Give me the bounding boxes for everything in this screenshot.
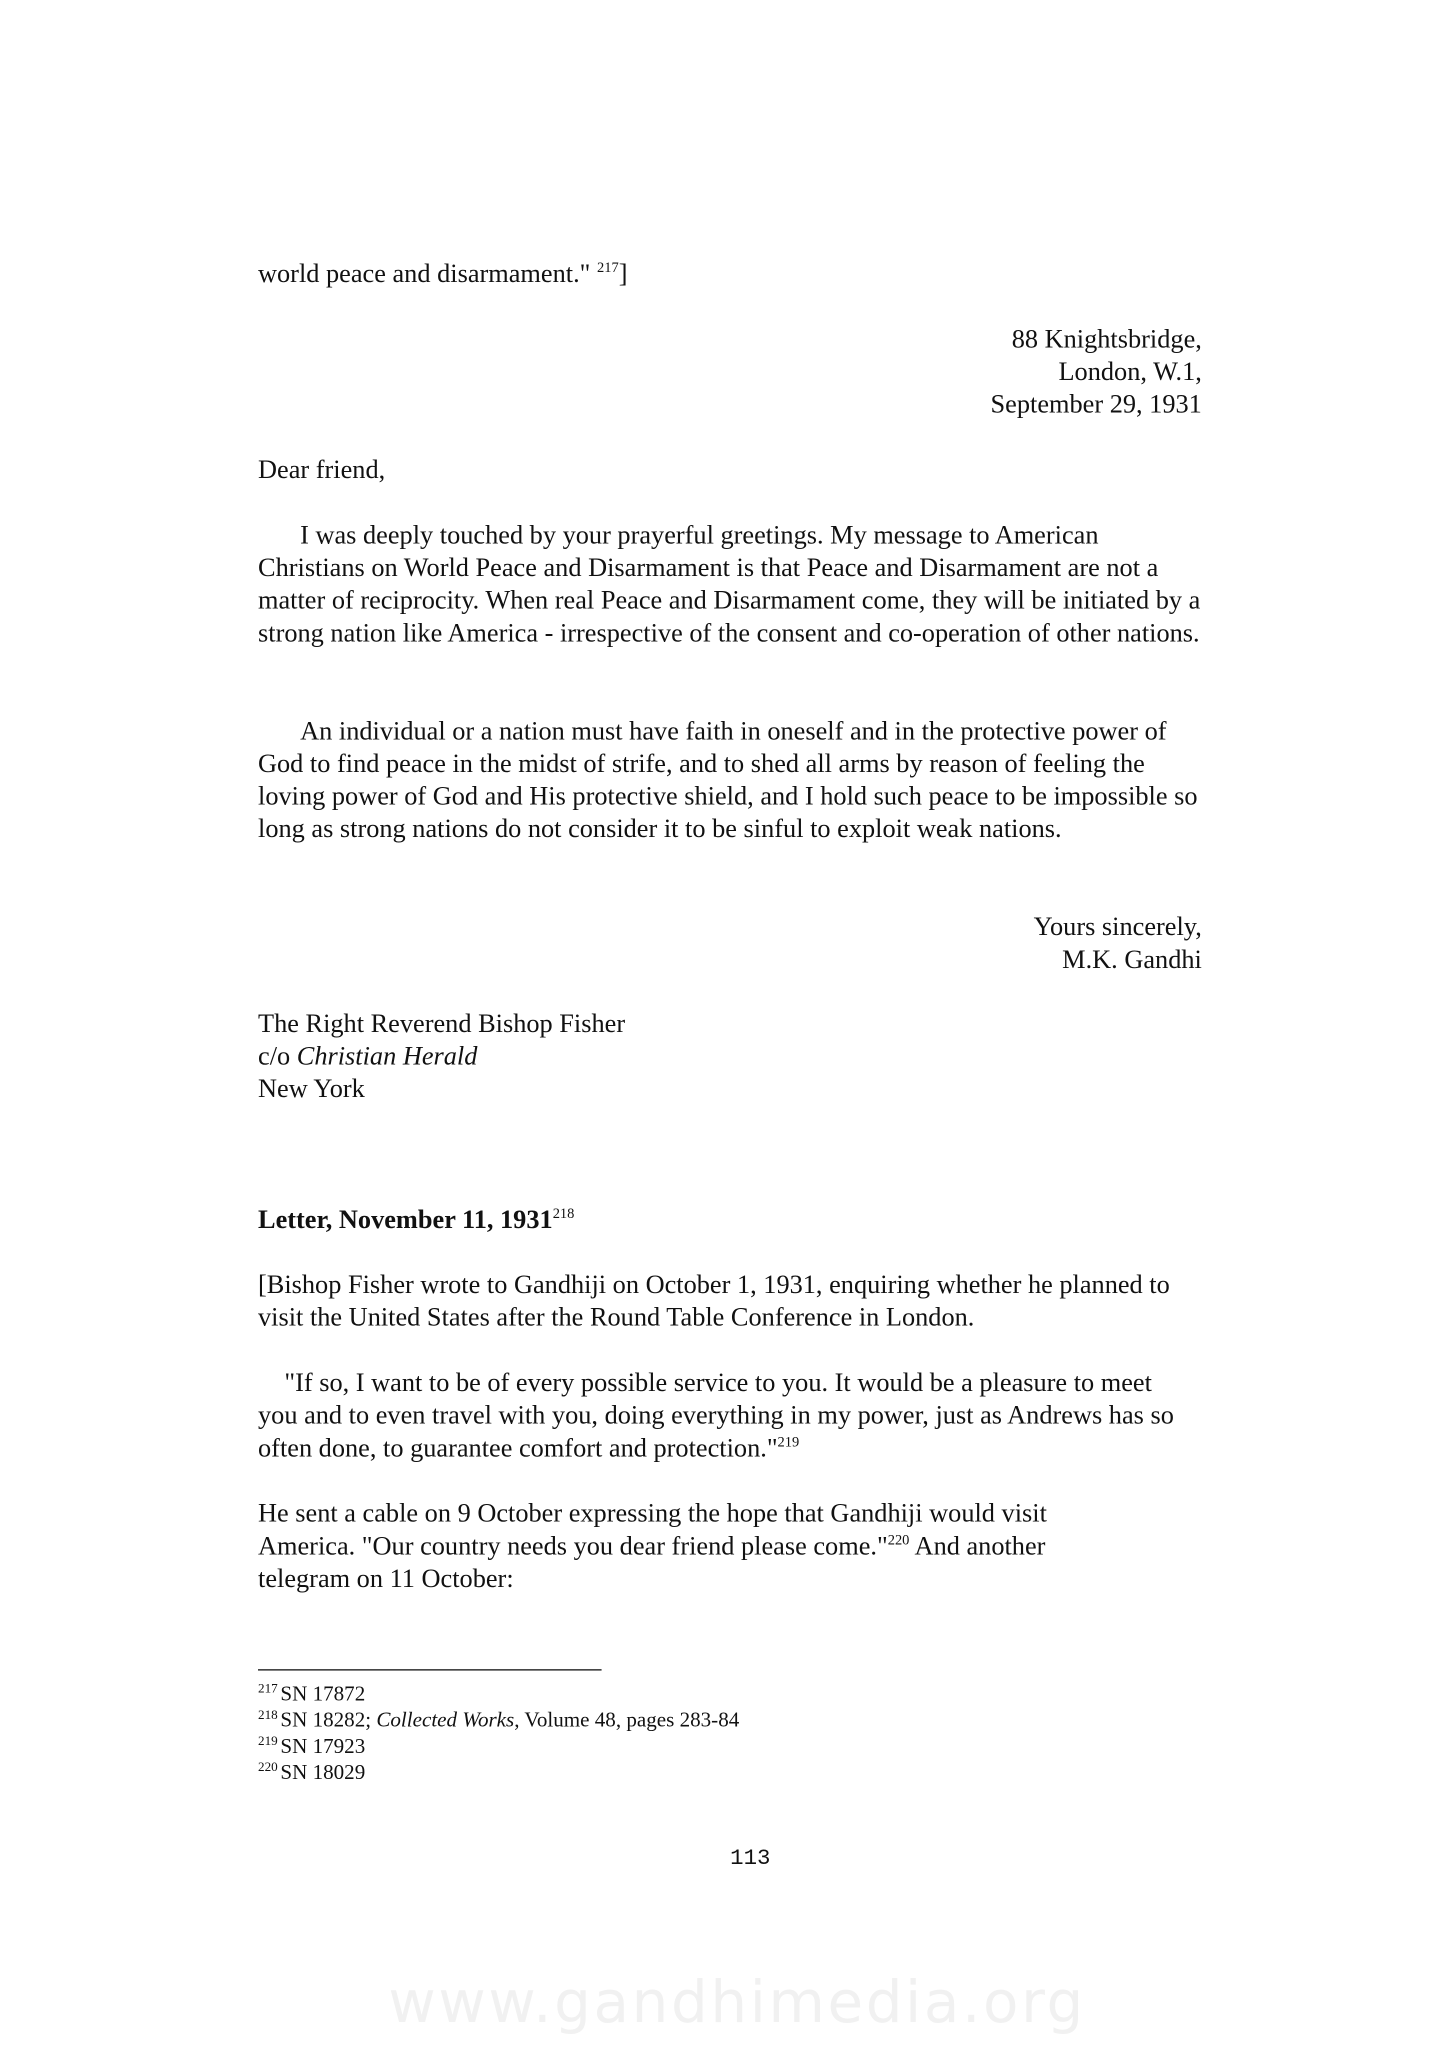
recipient-care-of: c/o Christian Herald <box>258 1042 478 1072</box>
footnote: $^{219}$ SN 17923 <box>258 1734 366 1759</box>
address-line: London, W.1, <box>1058 357 1202 387</box>
letter-date: September 29, 1931 <box>990 390 1202 420</box>
recipient-block <box>258 1008 916 1106</box>
footnote-ref: 219 <box>777 1434 800 1451</box>
sender-address <box>737 324 1202 422</box>
publication-title: Christian Herald <box>296 1042 478 1072</box>
salutation: Dear friend, <box>258 455 386 485</box>
footnote: $^{218}$ SN 18282; Collected Works, Volume 48, pages 283-84 <box>258 1707 740 1732</box>
recipient-name: The Right Reverend Bishop Fisher <box>258 1009 626 1039</box>
footnote: $^{217}$ SN 17872 <box>258 1681 366 1706</box>
letter-paragraph: An individual or a nation must have faith in oneself and in the protective power of God to find peace in the midst of strife, and to shed all arms by reason of feeling the loving power of God and His protective shield, and I hold such peace to be impossible so long as strong nations do not consider it to be sinful to exploit weak nations. <box>258 717 1198 844</box>
section-paragraph: [Bishop Fisher wrote to Gandhiji on October 1, 1931, enquiring whether he planned to visit the United States after the Round Table Conference in London. <box>258 1270 1170 1333</box>
recipient-city: New York <box>258 1074 365 1104</box>
footnote: $^{220}$ SN 18029 <box>258 1760 366 1785</box>
section-heading: Letter, November 11, 1931$^{218}$ <box>258 1205 575 1235</box>
footnotes <box>258 1682 1179 1786</box>
quoted-paragraph: "If so, I want to be of every possible service to you. It would be a pleasure to meet you and to even travel with you, doing everything in my power, just as Andrews has so often done, to guarantee comfort and protection."$^{219}$ <box>258 1368 1174 1463</box>
footnote-ref: 217 <box>596 260 619 277</box>
continuation-line: world peace and disarmament." $^{217}$] <box>258 259 628 289</box>
footnote-divider <box>258 1669 602 1670</box>
footnote-ref: 220 <box>887 1532 910 1549</box>
address-line: 88 Knightsbridge, <box>1011 325 1202 354</box>
closing-phrase: Yours sincerely, <box>1033 912 1202 942</box>
letter-closing <box>737 912 1202 977</box>
letter-paragraph: I was deeply touched by your prayerful greetings. My message to American Christians on World Peace and Disarmament is that Peace and Disarmament are not a matter of reciprocity. When real Peace and Disarmament come, they will be initiated by a strong nation like America - irrespective of the consent and co-operation of other nations. <box>258 521 1201 648</box>
section-paragraph: He sent a cable on 9 October expressing the hope that Gandhiji would visit America. "Our country needs you dear friend please come."$^{220}$ And another telegram on 11 October: <box>258 1499 1047 1594</box>
page-number: 113 <box>730 1846 771 1872</box>
signature-name: M.K. Gandhi <box>1062 945 1202 975</box>
watermark: www.gandhimedia.org <box>388 1969 1086 2037</box>
footnote-ref: 218 <box>552 1205 575 1222</box>
